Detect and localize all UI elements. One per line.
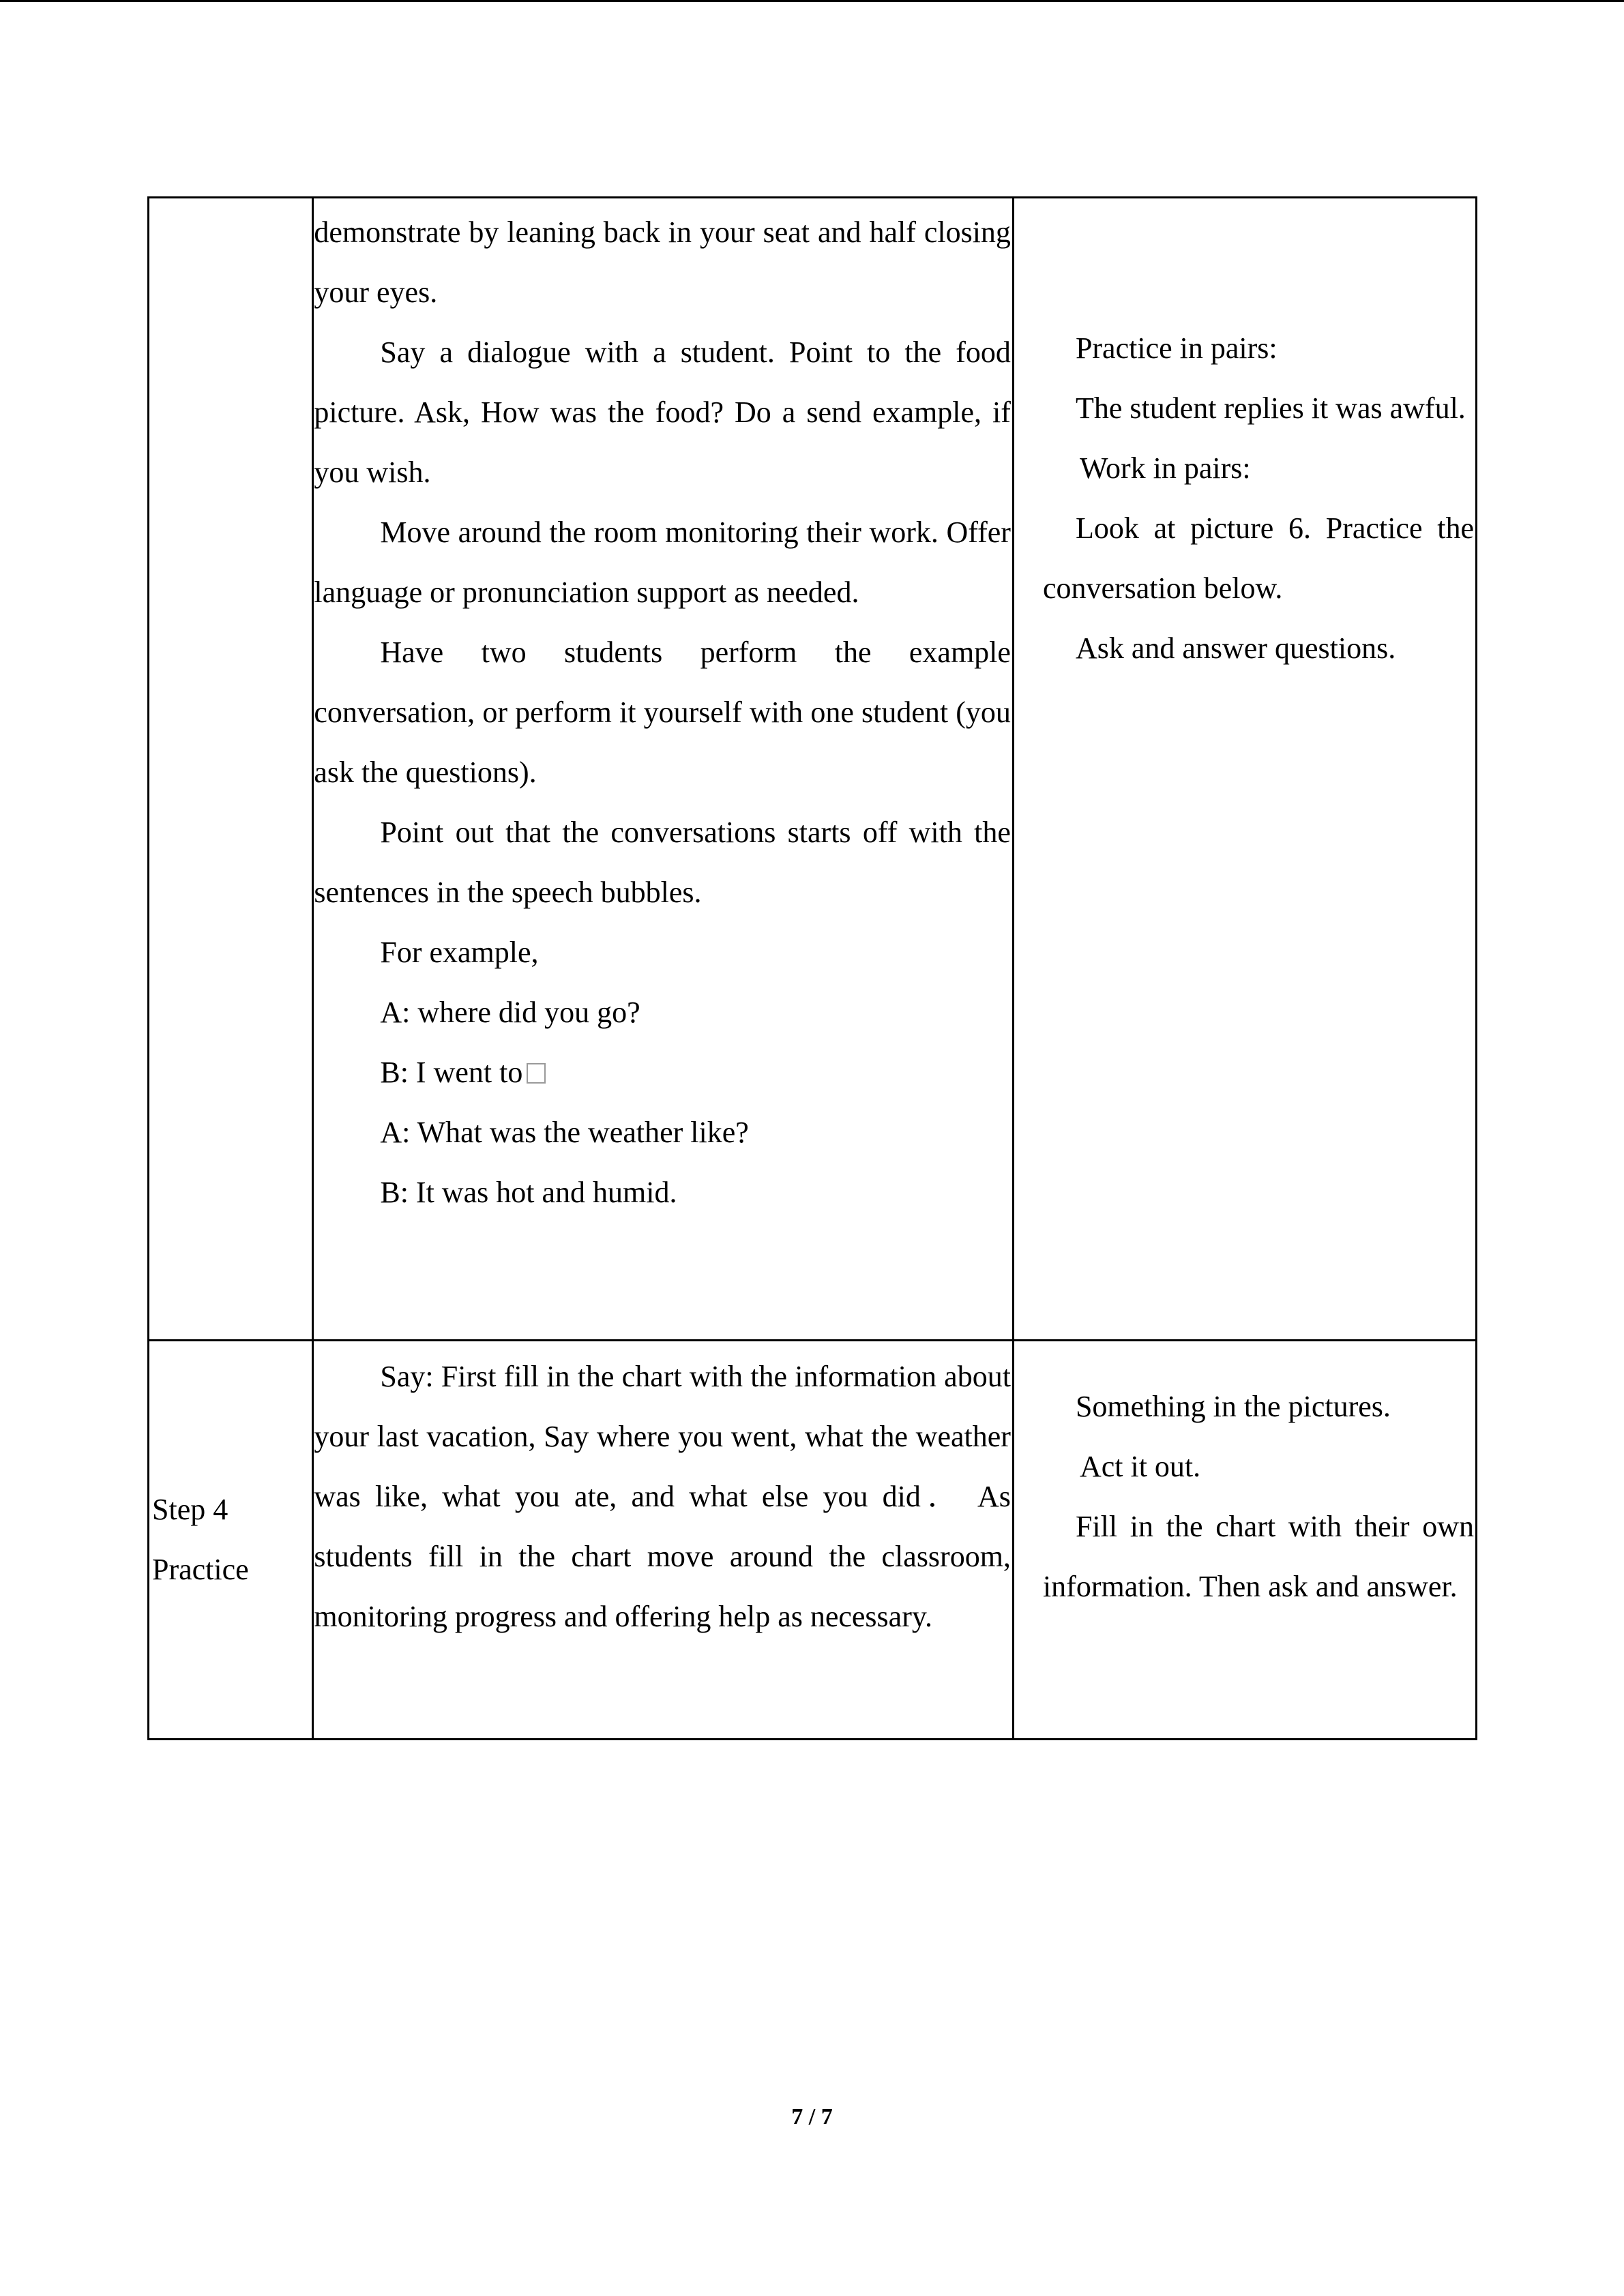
table-row	[149, 1341, 1477, 1740]
teacher-paragraph: For example,	[380, 936, 539, 969]
table-row	[149, 198, 1477, 1341]
dialogue-line: B: It was hot and humid.	[380, 1176, 677, 1209]
dialogue-line-text: B: I went to	[380, 1056, 523, 1089]
teacher-paragraph: Say: First fill in the chart with the information about your last vacation, Say where you went, what the weather was like, what you ate, and what else you did． As students fill in the chart move around the classroom, monitoring progress and offering help as necessary.	[314, 1360, 1011, 1633]
student-activity-cell	[1013, 198, 1476, 1341]
teacher-paragraph: Move around the room monitoring their work. Offer language or pronunciation support as needed.	[314, 516, 1011, 609]
student-paragraph: Act it out.	[1079, 1450, 1201, 1483]
teacher-paragraph: Have two students perform the example conversation, or perform it yourself with one student (you ask the questions).	[314, 636, 1011, 789]
page-number: 7 / 7	[791, 2104, 833, 2130]
student-paragraph: Practice in pairs:	[1075, 331, 1278, 365]
student-paragraph: Ask and answer questions.	[1075, 631, 1396, 665]
step-name-label: Practice	[152, 1553, 249, 1586]
missing-glyph-box-icon	[527, 1063, 546, 1084]
student-paragraph: Look at picture 6. Practice the conversation below.	[1042, 511, 1474, 605]
dialogue-line: A: where did you go?	[380, 996, 640, 1029]
dialogue-line: A: What was the weather like?	[380, 1116, 749, 1149]
student-paragraph: The student replies it was awful.	[1075, 391, 1466, 425]
teacher-activity-cell	[313, 198, 1014, 1341]
student-paragraph: Fill in the chart with their own information. Then ask and answer.	[1042, 1510, 1474, 1603]
step-number-label: Step 4	[152, 1493, 228, 1526]
teacher-activity-cell	[313, 1341, 1014, 1740]
teacher-paragraph: demonstrate by leaning back in your seat and half closing your eyes.	[314, 215, 1011, 309]
page-top-border	[0, 0, 1624, 2]
teacher-paragraph: Say a dialogue with a student. Point to the food picture. Ask, How was the food? Do a send example, if you wish.	[314, 336, 1011, 489]
student-paragraph: Work in pairs:	[1079, 451, 1251, 485]
lesson-plan-table	[147, 196, 1477, 1740]
dialogue-line	[314, 1043, 1012, 1103]
step-cell	[149, 1341, 313, 1740]
student-activity-cell	[1013, 1341, 1476, 1740]
teacher-paragraph: Point out that the conversations starts off with the sentences in the speech bubbles.	[314, 816, 1011, 909]
student-paragraph: Something in the pictures.	[1075, 1390, 1391, 1423]
step-cell	[149, 198, 313, 1341]
